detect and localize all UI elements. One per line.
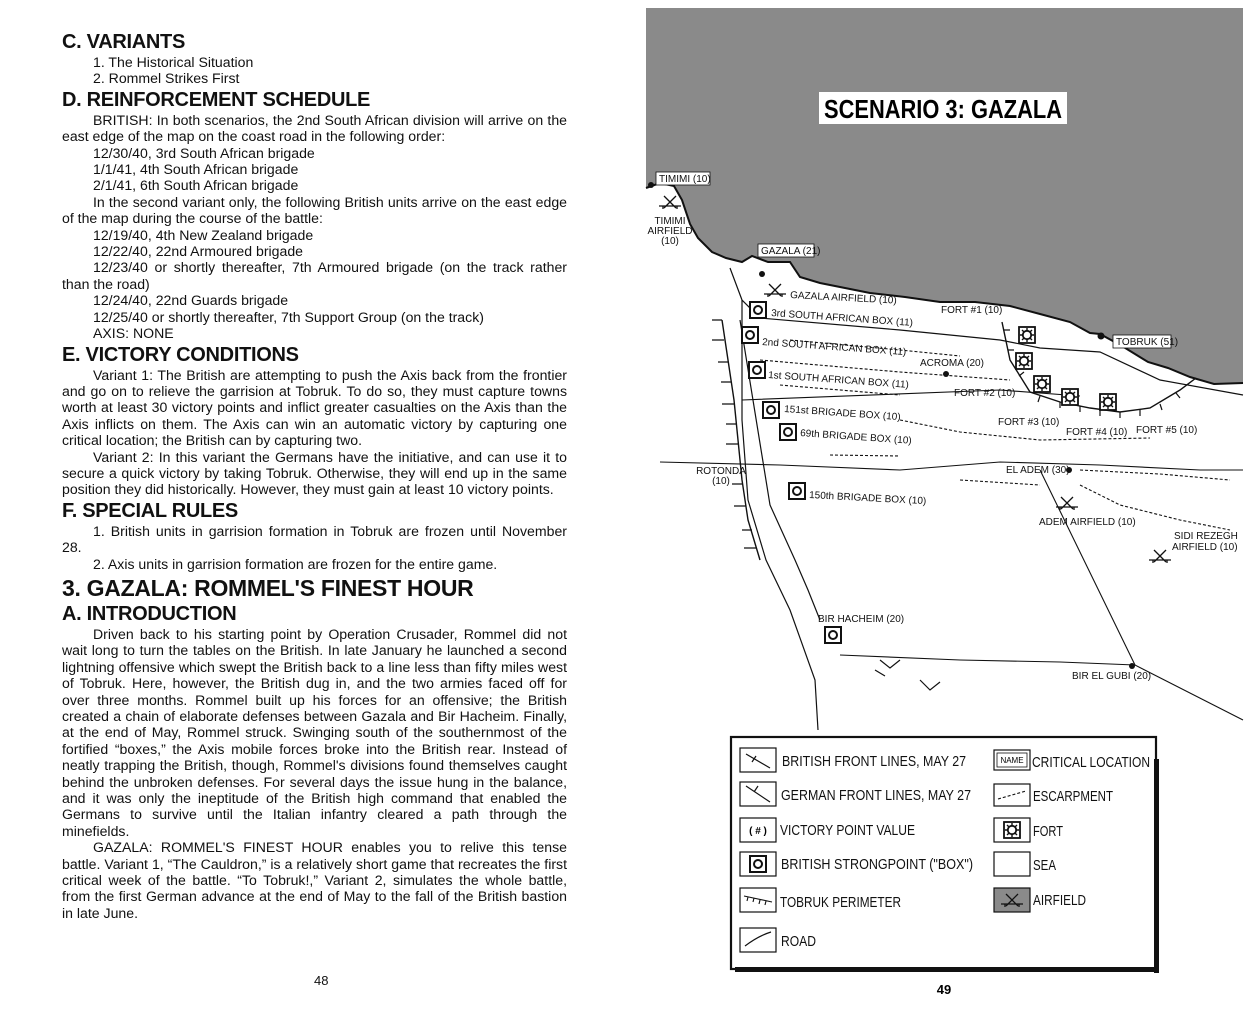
special-rule: 1. British units in garrision formation in Tobruk are frozen until November 28. bbox=[62, 522, 567, 556]
legend-label: BRITISH STRONGPOINT ("BOX") bbox=[781, 857, 973, 873]
legend-label: CRITICAL LOCATION bbox=[1032, 755, 1150, 771]
fort-icon bbox=[1016, 353, 1032, 369]
fort1-label: FORT #1 (10) bbox=[941, 305, 1003, 316]
legend-label: ROAD bbox=[781, 934, 816, 950]
special-rule: 2. Axis units in garrision formation are frozen for the entire game. bbox=[93, 555, 498, 572]
variant-unit: 12/22/40, 22nd Armoured brigade bbox=[93, 243, 303, 260]
fort-icon bbox=[1034, 376, 1050, 392]
sea-area bbox=[646, 8, 1243, 384]
british-intro: BRITISH: In both scenarios, the 2nd South African division will arrive on the east edge of the map on the coast road in the following order: bbox=[62, 111, 567, 145]
legend-label: AIRFIELD bbox=[1033, 893, 1086, 909]
map-title: SCENARIO 3: GAZALA bbox=[824, 94, 1063, 124]
gazala-airfield-label: GAZALA AIRFIELD (10) bbox=[789, 290, 897, 307]
victory-variant-2: Variant 2: In this variant the Germans have the initiative, and can use it to secure a quick victory by taking Tobruk. Otherwise, they will end up in the same position they did historically. However, they must gain at least 10 victory points. bbox=[62, 448, 567, 498]
airfield-icon bbox=[659, 196, 681, 209]
rotonda-label: ROTONDA bbox=[696, 466, 746, 477]
track bbox=[660, 462, 1243, 470]
variant-item: 2. Rommel Strikes First bbox=[93, 70, 240, 87]
strongpoint-box-icon bbox=[825, 627, 841, 643]
bir-hacheim-label: BIR HACHEIM (20) bbox=[818, 614, 905, 625]
gazala-label: GAZALA (21) bbox=[761, 246, 821, 257]
legend-label: VICTORY POINT VALUE bbox=[780, 823, 916, 839]
british-item: 2/1/41, 6th South African brigade bbox=[93, 177, 299, 194]
british-item: 1/1/41, 4th South African brigade bbox=[93, 161, 299, 178]
reinforcement-heading: D. REINFORCEMENT SCHEDULE bbox=[62, 88, 371, 111]
sa1-box-label: 1st SOUTH AFRICAN BOX (11) bbox=[767, 370, 910, 391]
legend-label: SEA bbox=[1033, 858, 1057, 874]
b151-box-label: 151st BRIGADE BOX (10) bbox=[783, 404, 901, 424]
airfield-icon bbox=[1056, 497, 1078, 510]
b69-box-label: 69th BRIGADE BOX (10) bbox=[799, 428, 913, 447]
timimi-airfield-label: (10) bbox=[661, 236, 679, 247]
british-front-line bbox=[722, 320, 760, 560]
variant-unit: 12/19/40, 4th New Zealand brigade bbox=[93, 226, 314, 243]
gazala-heading: 3. GAZALA: ROMMEL'S FINEST HOUR bbox=[62, 574, 474, 601]
fort-icon bbox=[1019, 327, 1035, 343]
variant-intro: In the second variant only, the following British units arrive on the east edge of the map during the course of the battle: bbox=[62, 193, 567, 227]
timimi-label: TIMIMI (10) bbox=[659, 174, 711, 185]
strongpoint-box-icon bbox=[789, 483, 805, 499]
page-number-left: 48 bbox=[314, 973, 329, 988]
variant-item: 1. The Historical Situation bbox=[93, 54, 254, 70]
german-front-line bbox=[875, 660, 940, 690]
fort4-label: FORT #4 (10) bbox=[1066, 427, 1128, 438]
strongpoint-box-icon bbox=[742, 327, 758, 343]
el-adem-label: EL ADEM (30) bbox=[1006, 465, 1070, 476]
legend-label: TOBRUK PERIMETER bbox=[780, 895, 901, 911]
legend-label: GERMAN FRONT LINES, MAY 27 bbox=[781, 788, 971, 804]
adem-airfield-label: ADEM AIRFIELD (10) bbox=[1039, 517, 1136, 528]
fort2-label: FORT #2 (10) bbox=[954, 388, 1016, 399]
victory-point-icon: ( # ) bbox=[749, 826, 767, 837]
british-item: 12/30/40, 3rd South African brigade bbox=[93, 144, 315, 161]
fort-legend-icon bbox=[1004, 822, 1020, 838]
fort3-label: FORT #3 (10) bbox=[998, 417, 1060, 428]
strongpoint-icon bbox=[750, 856, 766, 872]
sidi-rezegh-label: AIRFIELD (10) bbox=[1172, 542, 1238, 553]
timimi-airfield-label: AIRFIELD bbox=[647, 226, 693, 237]
legend-label: ESCARPMENT bbox=[1033, 789, 1114, 805]
variant-unit: 12/24/40, 22nd Guards brigade bbox=[93, 292, 289, 309]
introduction-heading: A. INTRODUCTION bbox=[62, 602, 237, 625]
legend-label: FORT bbox=[1033, 824, 1064, 840]
variant-unit: 12/23/40 or shortly thereafter, 7th Armoured brigade (on the track rather than the road) bbox=[62, 259, 567, 292]
sa3-box-label: 3rd SOUTH AFRICAN BOX (11) bbox=[770, 308, 914, 329]
strongpoint-box-icon bbox=[780, 424, 796, 440]
victory-variant-1: Variant 1: The British are attempting to push the Axis back from the frontier and go on to relieve the garrision at Tobruk. To do so, they must capture towns worth at least 30 victory points and inflict greater casualties on the Axis than the Axis inflicts on them. The Axis can win an automatic victory by capturing one critical location; the British can by capturing two. bbox=[62, 366, 567, 449]
timimi-airfield-label: TIMIMI bbox=[654, 216, 686, 227]
tobruk-label: TOBRUK (51) bbox=[1116, 337, 1179, 348]
airfield-icon bbox=[1149, 550, 1171, 563]
track bbox=[1040, 470, 1135, 665]
introduction-paragraph: Driven back to his starting point by Operation Crusader, Rommel did not wait long to turn the tables on the British. In late January he launched a second lightning offensive which swept the British back to a line less than fifty miles west of Tobruk. Here, however, the British dug in, and the two armies faced off for over three months. Rommel built up his forces for an offensive; the British created a chain of elaborate defenses between Gazala and Bir Hacheim. Finally, at the end of May, Rommel struck. Swinging south of the southernmost of the fortified “boxes,” the Axis mobile forces broke into the British rear. Instead of neatly trapping the British, though, Rommel's divisions found themselves caught behind the unbroken defenses. For several days the issue hung in the balance, and it was only the ineptitude of the British high command that enabled the Germans to survive until the Italian infantry cleared a path through the minefields. bbox=[62, 625, 567, 839]
critical-location-icon: NAME bbox=[1000, 756, 1024, 765]
sidi-rezegh-label: SIDI REZEGH bbox=[1174, 531, 1238, 542]
introduction-paragraph: GAZALA: ROMMEL'S FINEST HOUR enables you to relive this tense battle. Variant 1, “The Cauldron,” is a relatively short game that recreates the first critical week of the battle. “To Tobruk!,” Variant 2, simulates the whole battle, from the first German advance at the end of May to the fall of the British bastion in late June. bbox=[62, 839, 567, 921]
variants-heading: C. VARIANTS bbox=[62, 31, 185, 53]
fort5-label: FORT #5 (10) bbox=[1136, 425, 1198, 436]
bir-el-gubi-label: BIR EL GUBI (20) bbox=[1072, 671, 1152, 682]
variant-unit: 12/25/40 or shortly thereafter, 7th Support Group (on the track) bbox=[93, 308, 484, 325]
page-number-right: 49 bbox=[936, 982, 952, 997]
b150-box-label: 150th BRIGADE BOX (10) bbox=[808, 490, 927, 508]
sa2-box-label: 2nd SOUTH AFRICAN BOX (11) bbox=[761, 337, 907, 359]
victory-heading: E. VICTORY CONDITIONS bbox=[62, 343, 299, 366]
strongpoint-box-icon bbox=[763, 402, 779, 418]
strongpoint-box-icon bbox=[750, 302, 766, 318]
airfield-icon bbox=[764, 284, 786, 297]
sea-icon bbox=[994, 852, 1030, 876]
axis-reinforcements: AXIS: NONE bbox=[93, 325, 174, 342]
track bbox=[840, 655, 1243, 720]
fort-icon bbox=[1100, 394, 1116, 410]
strongpoint-box-icon bbox=[749, 362, 765, 378]
fort-icon bbox=[1062, 389, 1078, 405]
acroma-label: ACROMA (20) bbox=[920, 358, 984, 369]
rotonda-label: (10) bbox=[712, 476, 730, 487]
special-rules-heading: F. SPECIAL RULES bbox=[62, 499, 238, 522]
legend-label: BRITISH FRONT LINES, MAY 27 bbox=[782, 754, 966, 770]
